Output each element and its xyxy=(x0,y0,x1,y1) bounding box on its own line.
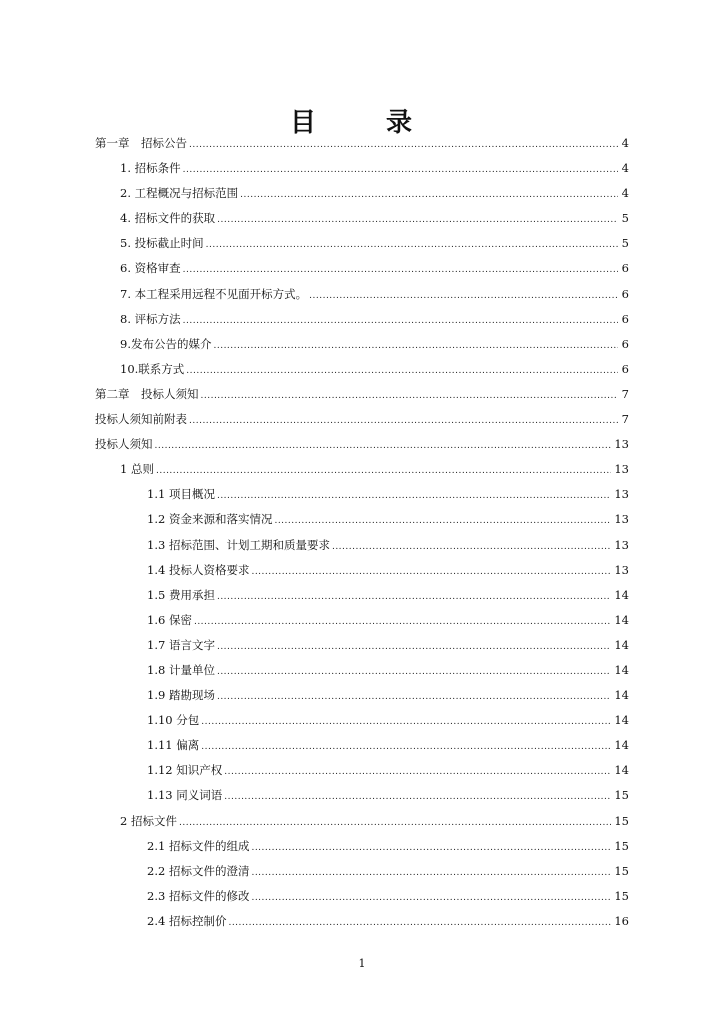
dot-leader xyxy=(206,233,618,258)
toc-entry[interactable] xyxy=(95,683,629,708)
toc-entry-label: 1.7 语言文字 xyxy=(147,637,215,652)
toc-entry-page-number: 13 xyxy=(614,512,629,527)
dot-leader xyxy=(179,811,611,836)
toc-entry[interactable] xyxy=(95,783,629,808)
dot-leader xyxy=(155,434,612,459)
toc-entry-label: 投标人须知前附表 xyxy=(95,412,187,427)
toc-entry-page-number: 16 xyxy=(614,913,629,928)
toc-entry-label: 6. 资格审查 xyxy=(120,261,181,276)
toc-entry[interactable] xyxy=(95,733,629,758)
toc-entry-page-number: 15 xyxy=(614,788,629,803)
toc-entry[interactable] xyxy=(95,282,629,307)
toc-entry-label: 1.3 招标范围、计划工期和质量要求 xyxy=(147,537,330,552)
toc-entry[interactable] xyxy=(95,256,629,281)
toc-entry[interactable] xyxy=(95,206,629,231)
toc-entry-label: 1.6 保密 xyxy=(147,612,192,627)
toc-entry-label: 2. 工程概况与招标范围 xyxy=(120,186,239,201)
toc-entry[interactable] xyxy=(95,708,629,733)
toc-entry[interactable] xyxy=(95,809,629,834)
toc-entry[interactable] xyxy=(95,357,629,382)
toc-entry[interactable] xyxy=(95,131,629,156)
toc-entry[interactable] xyxy=(95,834,629,859)
toc-entry-label: 1.13 同义词语 xyxy=(147,788,223,803)
toc-entry[interactable] xyxy=(95,432,629,457)
dot-leader xyxy=(309,284,618,309)
toc-entry-label: 2.1 招标文件的组成 xyxy=(147,838,250,853)
toc-entry-label: 5. 投标截止时间 xyxy=(120,236,204,251)
toc-entry[interactable] xyxy=(95,583,629,608)
dot-leader xyxy=(194,610,611,635)
dot-leader xyxy=(186,359,618,384)
dot-leader xyxy=(217,635,611,660)
toc-entry[interactable] xyxy=(95,181,629,206)
toc-entry-page-number: 14 xyxy=(614,662,629,677)
toc-entry-page-number: 14 xyxy=(614,587,629,602)
dot-leader xyxy=(213,334,618,359)
dot-leader xyxy=(189,409,618,434)
toc-entry-label: 1.8 计量单位 xyxy=(147,662,215,677)
dot-leader xyxy=(217,685,611,710)
toc-entry[interactable] xyxy=(95,859,629,884)
toc-entry-label: 1.10 分包 xyxy=(147,713,200,728)
toc-entry-page-number: 13 xyxy=(614,537,629,552)
toc-entry-page-number: 6 xyxy=(621,286,629,301)
toc-entry-page-number: 15 xyxy=(614,813,629,828)
toc-entry-label: 4. 招标文件的获取 xyxy=(120,211,216,226)
toc-entry-label: 投标人须知 xyxy=(95,437,153,452)
dot-leader xyxy=(156,459,611,484)
dot-leader xyxy=(217,484,611,509)
toc-entry[interactable] xyxy=(95,658,629,683)
toc-entry-page-number: 5 xyxy=(621,236,629,251)
dot-leader xyxy=(274,509,611,534)
toc-entry[interactable] xyxy=(95,507,629,532)
toc-entry-label: 9.发布公告的媒介 xyxy=(120,336,212,351)
toc-entry-page-number: 4 xyxy=(621,136,629,150)
dot-leader xyxy=(217,660,611,685)
toc-entry-label: 2.2 招标文件的澄清 xyxy=(147,863,250,878)
toc-entry-page-number: 13 xyxy=(614,487,629,502)
dot-leader xyxy=(224,785,611,810)
dot-leader xyxy=(183,258,618,283)
toc-entry-page-number: 7 xyxy=(621,386,629,401)
toc-entry[interactable] xyxy=(95,884,629,909)
dot-leader xyxy=(201,735,611,760)
dot-leader xyxy=(201,384,619,409)
dot-leader xyxy=(201,710,611,735)
dot-leader xyxy=(228,911,611,936)
toc-entry-label: 1.11 偏离 xyxy=(147,738,200,753)
toc-entry-label: 1 总则 xyxy=(120,462,154,477)
toc-entry-page-number: 14 xyxy=(614,612,629,627)
dot-leader xyxy=(251,560,611,585)
toc-entry-page-number: 6 xyxy=(621,261,629,276)
toc-entry-page-number: 14 xyxy=(614,713,629,728)
toc-entry-page-number: 13 xyxy=(614,462,629,477)
toc-entry[interactable] xyxy=(95,558,629,583)
toc-entry[interactable] xyxy=(95,407,629,432)
toc-entry-page-number: 14 xyxy=(614,738,629,753)
toc-entry-label: 第二章 投标人须知 xyxy=(95,386,199,401)
dot-leader xyxy=(251,886,611,911)
toc-entry-label: 1. 招标条件 xyxy=(120,161,181,176)
toc-entry[interactable] xyxy=(95,332,629,357)
toc-entry-page-number: 5 xyxy=(621,211,629,226)
toc-entry[interactable] xyxy=(95,533,629,558)
toc-entry-label: 10.联系方式 xyxy=(120,361,185,376)
toc-entry[interactable] xyxy=(95,482,629,507)
toc-entry-label: 1.2 资金来源和落实情况 xyxy=(147,512,273,527)
toc-entry[interactable] xyxy=(95,758,629,783)
toc-entry-label: 2.3 招标文件的修改 xyxy=(147,888,250,903)
toc-entry-label: 1.12 知识产权 xyxy=(147,763,223,778)
toc-entry-page-number: 4 xyxy=(621,186,629,201)
toc-entry-page-number: 6 xyxy=(621,361,629,376)
table-of-contents xyxy=(95,131,629,934)
toc-entry-page-number: 6 xyxy=(621,336,629,351)
toc-entry-label: 第一章 招标公告 xyxy=(95,136,187,150)
toc-entry[interactable] xyxy=(95,307,629,332)
dot-leader xyxy=(240,183,618,208)
toc-entry-label: 2.4 招标控制价 xyxy=(147,913,227,928)
dot-leader xyxy=(217,208,618,233)
toc-entry-label: 1.4 投标人资格要求 xyxy=(147,562,250,577)
toc-entry-page-number: 14 xyxy=(614,637,629,652)
toc-entry-page-number: 6 xyxy=(621,311,629,326)
toc-entry-page-number: 13 xyxy=(614,437,629,452)
toc-entry-page-number: 14 xyxy=(614,688,629,703)
toc-entry-page-number: 13 xyxy=(614,562,629,577)
toc-entry[interactable] xyxy=(95,156,629,181)
dot-leader xyxy=(217,585,611,610)
toc-entry-page-number: 15 xyxy=(614,838,629,853)
toc-entry-page-number: 14 xyxy=(614,763,629,778)
toc-entry-page-number: 15 xyxy=(614,863,629,878)
toc-entry-page-number: 4 xyxy=(621,161,629,176)
toc-entry[interactable] xyxy=(95,457,629,482)
toc-entry-label: 1.1 项目概况 xyxy=(147,487,215,502)
dot-leader xyxy=(251,836,611,861)
toc-entry[interactable] xyxy=(95,633,629,658)
dot-leader xyxy=(183,158,618,183)
toc-entry-label: 1.5 费用承担 xyxy=(147,587,215,602)
toc-entry-label: 7. 本工程采用远程不见面开标方式。 xyxy=(120,286,308,301)
toc-entry[interactable] xyxy=(95,909,629,934)
toc-entry-page-number: 7 xyxy=(621,412,629,427)
toc-entry-label: 1.9 踏勘现场 xyxy=(147,688,215,703)
toc-entry[interactable] xyxy=(95,608,629,633)
page-number: 1 xyxy=(358,957,366,970)
dot-leader xyxy=(224,760,611,785)
toc-entry-label: 2 招标文件 xyxy=(120,813,177,828)
toc-entry[interactable] xyxy=(95,231,629,256)
dot-leader xyxy=(189,133,618,158)
toc-entry-label: 8. 评标方法 xyxy=(120,311,181,326)
dot-leader xyxy=(183,309,618,334)
dot-leader xyxy=(332,535,611,560)
toc-entry[interactable] xyxy=(95,382,629,407)
toc-title: 目 录 xyxy=(289,108,434,139)
toc-entry-page-number: 15 xyxy=(614,888,629,903)
dot-leader xyxy=(251,861,611,886)
